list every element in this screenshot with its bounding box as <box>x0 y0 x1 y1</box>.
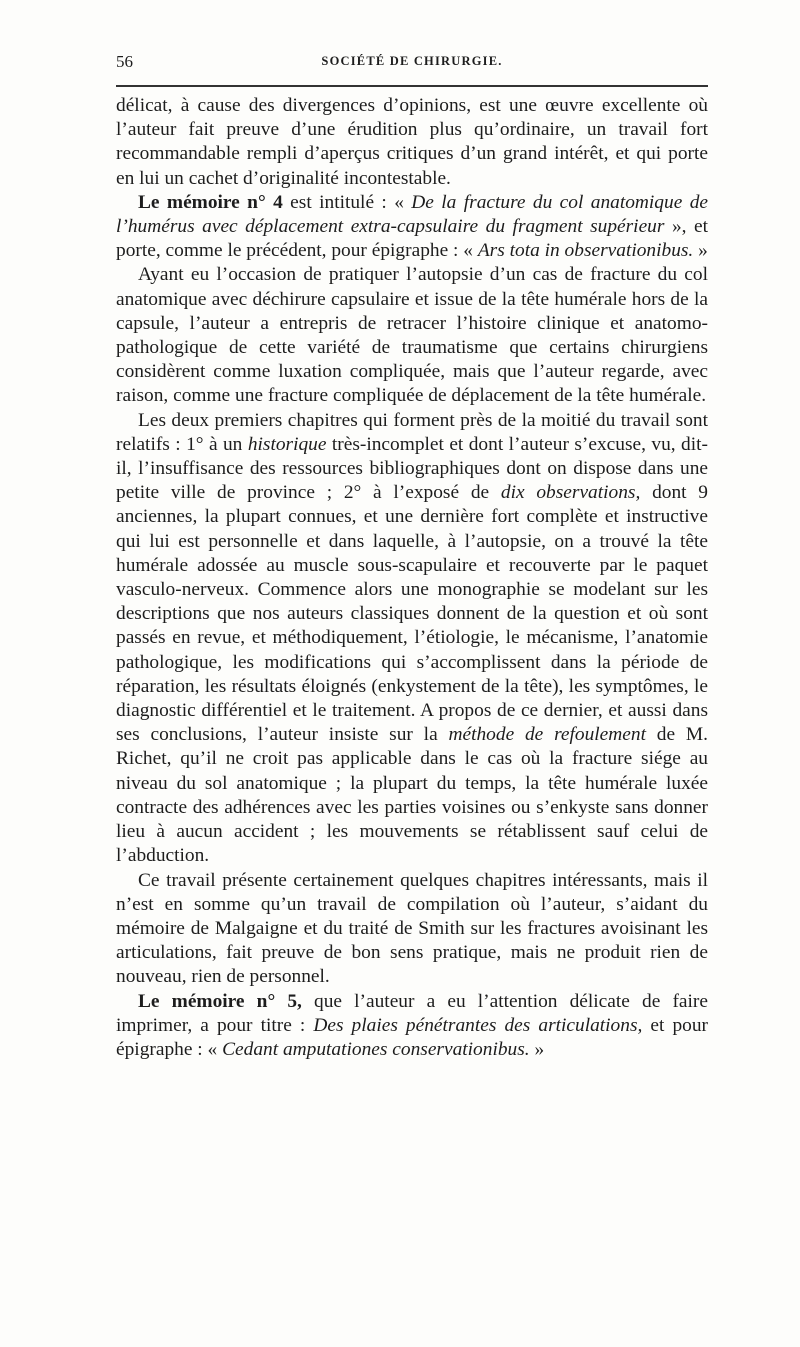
memoire-5-lead: Le mémoire n° 5, <box>138 990 302 1012</box>
paragraph-6 <box>116 990 708 1063</box>
page-number: 56 <box>116 52 133 71</box>
text-run: Les deux premiers chapitres qui forment près de la moitié du travail sont relatifs : 1° à un <box>116 409 708 455</box>
paragraph-5: Ce travail présente certainement quelques chapitres intéressants, mais il n’est en somme qu’un travail de compilation où l’auteur, s’aidant du mémoire de Malgaigne et du traité de Smith sur les fractures avoisinant les articulations, fait preuve de bon sens pratique, mais ne produit rien de nouveau, rien de personnel. <box>116 869 708 988</box>
text-run: que l’auteur a eu l’attention délicate de faire imprimer, a pour titre : <box>116 990 708 1036</box>
text-run: », et porte, comme le précédent, pour épigraphe : « <box>116 216 708 262</box>
paragraph-4 <box>116 409 708 869</box>
text-run: de M. Richet, qu’il ne croit pas applicable dans le cas où la fracture siége au niveau du sol anatomique ; la plupart du temps, la tête humérale luxée contracte des adhérences avec les parties voisines ou s’enkyste sans donner lieu à aucun accident ; les mouvements se rétablissent sauf celui de l’abduction. <box>116 724 708 867</box>
text-run: est intitulé : « <box>282 191 412 213</box>
running-head: SOCIÉTÉ DE CHIRURGIE. <box>321 54 503 68</box>
historique-term: historique <box>247 433 327 455</box>
text-run: » <box>529 1038 545 1060</box>
paragraph-3: Ayant eu l’occasion de pratiquer l’autopsie d’un cas de fracture du col anatomique avec déchirure capsulaire et issue de la tête humérale hors de la capsule, l’auteur a entrepris de retracer l’histoire clinique et anatomo-pathologique de cette variété de traumatisme que certains chirurgiens considèrent comme luxation compliquée, mais que l’auteur regarde, avec raison, comme une fracture compliquée de déplacement de la tête humérale. <box>116 264 708 407</box>
methode-term: méthode de refoulement <box>448 724 646 746</box>
memoire-4-epigraph: Ars tota in observationibus. <box>477 240 694 262</box>
paragraph-1: délicat, à cause des divergences d’opinions, est une œuvre excellente où l’auteur fait preuve d’une érudition plus qu’ordinaire, un travail fort recommandable rempli d’aperçus critiques d’un grand intérêt, et qui porte en lui un cachet d’originalité incontestable. <box>116 95 708 189</box>
memoire-4-title: De la fracture du col anatomique de l’humérus avec déplacement extra-capsulaire du fragment supérieur <box>116 191 708 238</box>
paragraph-2 <box>116 191 708 264</box>
header-rule <box>116 85 708 87</box>
memoire-4-lead: Le mémoire n° 4 <box>138 191 283 213</box>
text-run: dont 9 anciennes, la plupart connues, et une dernière fort complète et instructive qui lui est personnelle et dans laquelle, à l’autopsie, on a trouvé la tête humérale adossée au muscle sous-scapulaire et recouverte par le paquet vasculo-nerveux. Commence alors une monographie se modelant sur les descriptions que nos auteurs classiques donnent de la question et où sont passés en revue, et méthodiquement, l’étiologie, le mécanisme, l’anatomie pathologique, les modifications qui s’accomplissent dans la période de réparation, les résultats éloignés (enkystement de la tête), les symptômes, le diagnostic différentiel et le traitement. A propos de ce dernier, et aussi dans ses conclusions, l’auteur insiste sur la <box>116 482 708 746</box>
observations-term: dix observations, <box>500 482 641 504</box>
page-body <box>116 94 708 1062</box>
text-run: et pour épigraphe : « <box>116 1014 709 1060</box>
text-run: très-incomplet et dont l’auteur s’excuse, vu, dit-il, l’insuffisance des ressources bibliographiques dont on dispose dans une petite ville de province ; 2° à l’exposé de <box>116 433 708 504</box>
memoire-5-epigraph: Cedant amputationes conservationibus. <box>222 1038 530 1060</box>
text-run: » <box>693 240 708 262</box>
page-header <box>116 52 708 76</box>
memoire-5-title: Des plaies pénétrantes des articulations, <box>313 1014 643 1036</box>
